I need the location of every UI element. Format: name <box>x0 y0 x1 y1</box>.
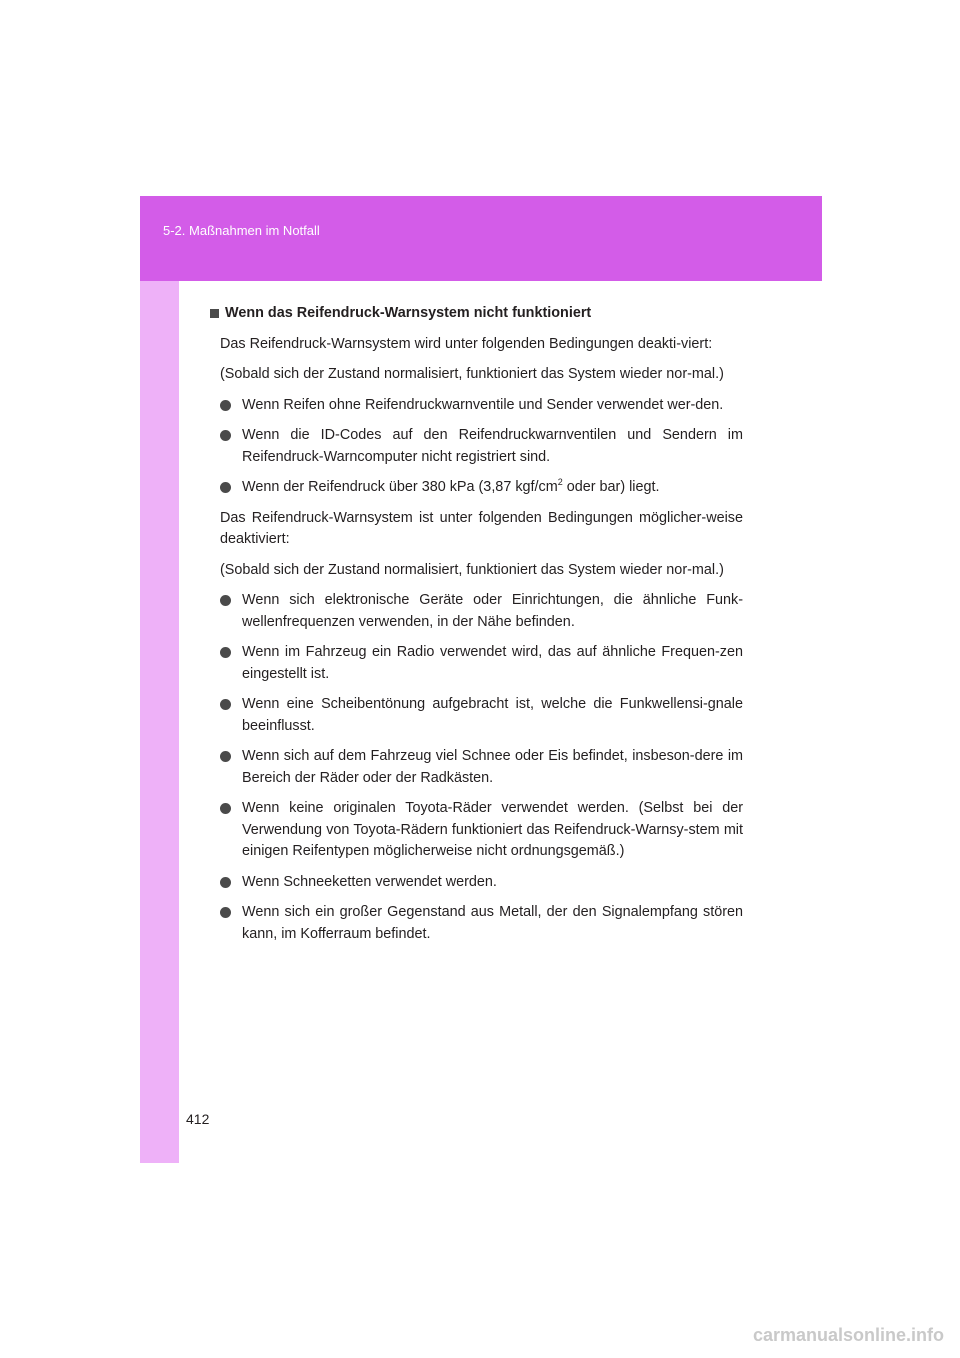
header-band <box>140 196 822 281</box>
bullet-icon <box>220 430 231 441</box>
main-content <box>210 303 743 954</box>
list-item: Wenn keine originalen Toyota-Räder verwendet werden. (Selbst bei der Verwendung von Toyota-Rädern funktioniert das Reifendruck-Warnsy-stem mit einigen Reifentypen möglicherweise nicht ordnungsgemäß.) <box>220 798 743 863</box>
list-item: Wenn sich ein großer Gegenstand aus Metall, der den Signalempfang stören kann, im Kofferraum befindet. <box>220 902 743 945</box>
list-item: Wenn eine Scheibentönung aufgebracht ist, welche die Funkwellensi-gnale beeinflusst. <box>220 694 743 737</box>
list-item: Wenn Reifen ohne Reifendruckwarnventile und Sender verwendet wer-den. <box>220 395 743 417</box>
page-number: 412 <box>186 1111 210 1127</box>
bullet-icon <box>220 400 231 411</box>
list-item: Wenn sich elektronische Geräte oder Einrichtungen, die ähnliche Funk-wellenfrequenzen verwenden, in der Nähe befinden. <box>220 590 743 633</box>
bullet-icon <box>220 647 231 658</box>
bullet-icon <box>220 595 231 606</box>
list-item: Wenn der Reifendruck über 380 kPa (3,87 kgf/$cm^2$ oder bar) liegt. <box>220 477 743 499</box>
paragraph-note: (Sobald sich der Zustand normalisiert, funktioniert das System wieder nor-mal.) <box>220 561 724 578</box>
bullet-icon <box>220 877 231 888</box>
paragraph: Das Reifendruck-Warnsystem ist unter folgenden Bedingungen möglicher-weise deaktiviert: <box>220 509 743 547</box>
heading-text: Wenn das Reifendruck-Warnsystem nicht funktioniert <box>225 305 592 321</box>
section-heading <box>210 303 743 325</box>
list-item: Wenn die ID-Codes auf den Reifendruckwarnventilen und Sendern im Reifendruck-Warncomputer nicht registriert sind. <box>220 425 743 468</box>
list-item: Wenn sich auf dem Fahrzeug viel Schnee oder Eis befindet, insbeson-dere im Bereich der Räder oder der Radkästen. <box>220 746 743 789</box>
list-item: Wenn Schneeketten verwendet werden. <box>220 872 743 894</box>
watermark: carmanualsonline.info <box>752 1325 944 1345</box>
condition-list <box>220 590 743 945</box>
bullet-icon <box>220 482 231 493</box>
paragraph-note: (Sobald sich der Zustand normalisiert, funktioniert das System wieder nor-mal.) <box>220 366 724 382</box>
bullet-icon <box>220 751 231 762</box>
square-bullet-icon <box>210 309 219 318</box>
paragraph: Das Reifendruck-Warnsystem wird unter folgenden Bedingungen deakti-viert: <box>220 335 713 352</box>
bullet-icon <box>220 907 231 918</box>
side-strip <box>140 281 179 1163</box>
condition-list <box>220 395 743 499</box>
bullet-icon <box>220 803 231 814</box>
list-item: Wenn im Fahrzeug ein Radio verwendet wird, das auf ähnliche Frequen-zen eingestellt ist. <box>220 642 743 685</box>
section-title: 5-2. Maßnahmen im Notfall <box>163 223 320 238</box>
bullet-icon <box>220 699 231 710</box>
